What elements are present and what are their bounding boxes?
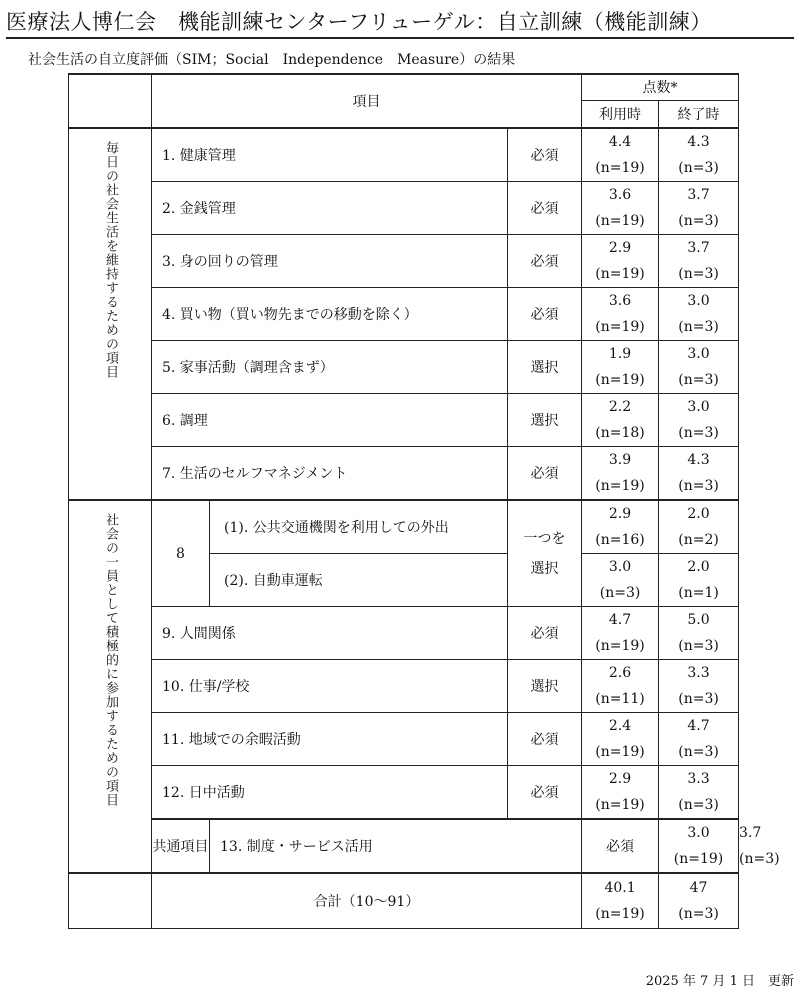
score-end: 3.0 (n=3) [659,341,739,394]
score-end: 3.7 (n=3) [659,235,739,288]
score-end: 3.7 (n=3) [659,182,739,235]
header-end-time: 終了時 [659,100,739,128]
item-requirement: 選択 [508,394,582,447]
item-label: 1. 健康管理 [152,128,508,182]
score-end: 3.0 (n=3) [659,394,739,447]
item-requirement: 必須 [508,447,582,501]
group-label-common: 共通項目 [152,819,210,873]
item-requirement: 必須 [508,288,582,341]
score-start: 3.9 (n=19) [582,447,659,501]
page-title: 医療法人博仁会 機能訓練センターフリューゲル：自立訓練（機能訓練） [6,10,712,34]
table-row [69,660,739,713]
item-label: 12. 日中活動 [152,766,508,820]
score-start: 3.6 (n=19) [582,288,659,341]
score-start: 2.4 (n=19) [582,713,659,766]
total-score-end: 47 (n=3) [659,873,739,928]
header-start-time: 利用時 [582,100,659,128]
table-row [69,341,739,394]
score-end: 3.3 (n=3) [659,660,739,713]
item-label: 5. 家事活動（調理含まず） [152,341,508,394]
item-label: 4. 買い物（買い物先までの移動を除く） [152,288,508,341]
score-end: 2.0 (n=2) [659,500,739,554]
table-row [69,394,739,447]
table-row [69,128,739,182]
group-label-daily [69,128,152,500]
item-requirement: 必須 [508,128,582,182]
total-label: 合計（10～91） [152,873,582,928]
table-row [69,607,739,660]
item-label: 11. 地域での余暇活動 [152,713,508,766]
score-end: 4.7 (n=3) [659,713,739,766]
item-label: 6. 調理 [152,394,508,447]
total-row [69,873,739,928]
table-row [69,447,739,501]
score-start: 4.7 (n=19) [582,607,659,660]
group-label-daily-text: 毎日の社会生活を維持するための項目 [103,141,118,379]
item-label: 13. 制度・サービス活用 [210,819,582,873]
score-end: 3.3 (n=3) [659,766,739,820]
score-start: 2.6 (n=11) [582,660,659,713]
group-label-social [69,500,152,873]
table-row [69,500,739,554]
item-requirement: 必須 [508,235,582,288]
item-requirement: 一つを 選択 [508,500,582,607]
score-start: 3.0 (n=3) [582,554,659,607]
item-requirement: 必須 [508,713,582,766]
table-row [69,288,739,341]
score-end: 4.3 (n=3) [659,447,739,501]
score-end: 3.0 (n=3) [659,288,739,341]
table-row [69,713,739,766]
table-row [69,182,739,235]
score-end: 5.0 (n=3) [659,607,739,660]
score-end: 2.0 (n=1) [659,554,739,607]
score-start: 2.9 (n=19) [582,766,659,820]
score-start: 4.4 (n=19) [582,128,659,182]
score-start: 2.2 (n=18) [582,394,659,447]
item-requirement: 必須 [508,182,582,235]
item-requirement: 必須 [582,819,659,873]
total-score-start: 40.1 (n=19) [582,873,659,928]
item-requirement: 選択 [508,660,582,713]
header-blank-cell [69,74,152,128]
header-row [69,74,739,100]
item-label: (1). 公共交通機関を利用しての外出 [210,500,508,554]
table-caption: 社会生活の自立度評価（SIM；Social Independence Measure）の結果 [28,52,516,68]
score-start: 3.0 (n=19) [659,819,739,873]
group-label-social-text: 社会の一員として積極的に参加するための項目 [103,513,118,807]
item-label: 3. 身の回りの管理 [152,235,508,288]
header-score: 点数* [582,74,739,100]
title-underline [6,37,794,39]
total-blank-cell [69,873,152,928]
table-row: 共通項目 13. 制度・サービス活用 必須 3.0 (n=19) 3.7 (n=3) [69,819,739,873]
item-label: 2. 金銭管理 [152,182,508,235]
item-requirement: 選択 [508,341,582,394]
item-label: (2). 自動車運転 [210,554,508,607]
item-label: 7. 生活のセルフマネジメント [152,447,508,501]
item-label: 10. 仕事/学校 [152,660,508,713]
updated-date: 2025 年 7 月 1 日 更新 [645,974,794,989]
sim-results-table [68,73,780,929]
score-start: 2.9 (n=19) [582,235,659,288]
table-row [69,235,739,288]
score-start: 2.9 (n=16) [582,500,659,554]
table-row [69,766,739,820]
item-number-8: 8 [152,500,210,607]
score-start: 3.6 (n=19) [582,182,659,235]
score-end: 4.3 (n=3) [659,128,739,182]
item-requirement: 必須 [508,607,582,660]
header-item: 項目 [152,74,582,128]
item-requirement: 必須 [508,766,582,820]
item-label: 9. 人間関係 [152,607,508,660]
score-start: 1.9 (n=19) [582,341,659,394]
